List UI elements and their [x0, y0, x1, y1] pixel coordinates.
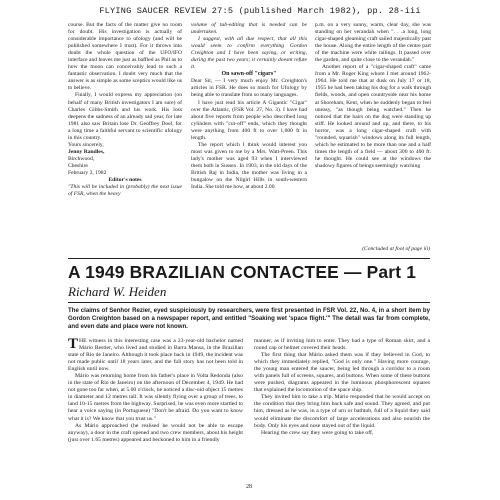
divider	[68, 258, 430, 259]
paragraph: course. But the facts of the matter give no room for doubt. His investigation is actually of considerable importance to ufology (and will be published somewhere I trust). For it throws into doubt the whole question of the UFO/IFO interface and leaves me just as baffled as Phil as to how the moon can conceivably lead to such a fantastic observation. I doubt very much that the answer is as simple as some sceptics would like us to believe.	[68, 22, 182, 92]
address-line: Cheshire	[68, 162, 88, 169]
paragraph: volume of tub-editing that is needed can be undertaken.	[191, 22, 307, 36]
page-number: 28	[246, 484, 252, 490]
article-column-1	[68, 338, 243, 488]
article-author: Richard W. Heiden	[68, 284, 167, 299]
letter-heading: On sawn-off "cigars"	[221, 71, 277, 78]
paragraph: The report which I think would interest you most was given to me by a Mrs. Watt-Preen. This lady's mother was aged 93 when I interviewed them both in Sussex. In 1903, in the old days of the British Raj in India, the mother was living in a bungalow on the Nilgiri Hills in south-western India. She told me how, at about 2.00	[191, 141, 307, 191]
drop-cap: T	[68, 338, 79, 352]
divider	[68, 302, 430, 303]
paragraph: I suggest, with all due respect, that all this would seem to confirm everything Gordon Creighton and I have been saying, or writing, during the past two years; it certainly doesnt refute it.	[191, 36, 307, 71]
paragraph: As Mário approached (he realised he would not be able to escape anyway), a door in the craft opened and two crew members, about his height (just over 1.65 metres) appeared and beckoned to him in a friendly	[68, 422, 243, 443]
paragraph: Mário was returning home from his father's place in Volta Redonda (also in the state of Rio de Janeiro) on the afternoon of December 4, 1949. He had not gone too far when, at 5.00 o'clock, he noticed a disc-oid object 15 metres in diameter and 12 metres tall. It was silently flying over a group of trees, to land 10-15 metres from the highway. Surprised, he was even more startled to hear a voice saying (in Portuguese) "Don't be afraid. Do you want to know what it is? We know that you trust us."	[68, 373, 243, 422]
paragraph: manner, as if inviting him to enter. They had a type of Roman skirt, and a round cap or helmet covered their heads.	[254, 338, 430, 352]
address-line: Birchwood,	[68, 155, 95, 162]
paragraph: Dear Sir, — I very much enjoy Mr. Creighton's articles in FSR. He does so much for Ufology by being able to translate from so many languages.	[191, 78, 307, 99]
running-head: FLYING SAUCER REVIEW 27:5 (published March 1982), pp. 28-iii	[99, 6, 421, 16]
article-title: A 1949 BRAZILIAN CONTACTEE — Part 1	[68, 262, 417, 282]
closing: Yours sincerely,	[68, 141, 104, 148]
signature-name: Jenny Randles,	[68, 148, 105, 155]
letters-column-2	[191, 22, 307, 254]
paragraph: I have just read his article A Gigantic "Cigar" over the Atlantic, (FSR Vol. 27, No. 3). I have had about five reports from people who described long cylinders with "cut-off" ends, which they thought were anything from 400 ft to over 1,000 ft in length.	[191, 99, 307, 141]
letters-column-3	[315, 22, 431, 254]
article-column-2	[254, 338, 430, 488]
article-standfirst: The claims of Senhor Rezier, eyed suspiciously by researchers, were first presented in FSR Vol. 22, No. 4, in a short item by Gordon Creighton based on a newspaper report, and entitled "Soaking wet 'space flight.'" The detail was far from complete, and even date and place were not known.	[68, 307, 430, 331]
paragraph: They invited him to take a trip. Mário responded that he would accept on the condition that they bring him back safe and sound. They agreed, and put him, dressed as he was, in a type of urn or bathtub, full of a liquid they said would eliminate the discomfort of large accelerations and also nourish the body. Only his eyes and nose stayed out of the liquid.	[254, 394, 430, 429]
paragraph: Another report of a "cigar-shaped craft" came from a Mr. Roger King whom I met around 1962-1964. He told me that at dusk on July 17 or 18, 1955 he had been taking his dog for a walk through fields, woods, and open countryside near his home at Shoreham, Kent, when he suddenly began to feel uneasy, "as though being watched." Then he noticed that the hairs on the dog were standing up stiff. He looked around and up, and there, to his horror, was a long cigar-shaped craft with "rounded, squarish" windows along its full length, which he estimated to be more than one and a half times the length of a field — about 300 to 400 ft. he thought. He could see at the windows the shadowy figures of beings seemingly watching	[315, 64, 431, 169]
letter-date: February 3, 1982	[68, 169, 107, 176]
paragraph: p.m. on a very sunny, warm, clear day, she was standing on her verandah when ". . .a long, long cigar-shaped gleaming craft sailed majestically past the house. Along the entire length of the centre part of the machine were white railings. It passed over the garden, and quite close to the verandah."	[315, 22, 431, 64]
paragraph: Hearing the crew say they were going to take off,	[261, 429, 374, 436]
continuation-note: (Concluded at foot of page iii)	[362, 246, 430, 252]
editors-note: "This will be included in (probably) the next issue of FSR, when the heavy	[68, 184, 182, 198]
paragraph: Finally, I would express my appreciation (on behalf of many British investigators I am sure) of Charles Gibbs-Smith and his work. His loss deepens the sadness of an already sad year, for late 1981 also saw Britain lose Dr. Geoffrey Doel, for a long time a faithful servant to scientific ufology in this country.	[68, 92, 182, 141]
letters-column-1	[68, 22, 182, 254]
paragraph: The first thing that Mário asked them was if they believed in God, to which they immediately replied, "God is only one." Having more courage, the young man entered the saucer, being led through a corridor to a room with panels full of screens, squares, and buttons. When some of these buttons were pushed, diagrams appeared in the luminous phosphorescent squares that explained the locomotion of the space ship.	[254, 352, 430, 394]
editors-note-heading: Editor's notes	[108, 177, 142, 184]
paragraph-text: HE witness in this interesting case was a 23-year-old bachelor named Mário Restier, who lived and studied in Barra Mansa, in the Brazilian state of Rio de Janeiro. Although it took place back in 1949, the incident was not made public until 18 years later, and the full story has not been told in English until now.	[68, 338, 243, 373]
paragraph	[68, 338, 243, 373]
